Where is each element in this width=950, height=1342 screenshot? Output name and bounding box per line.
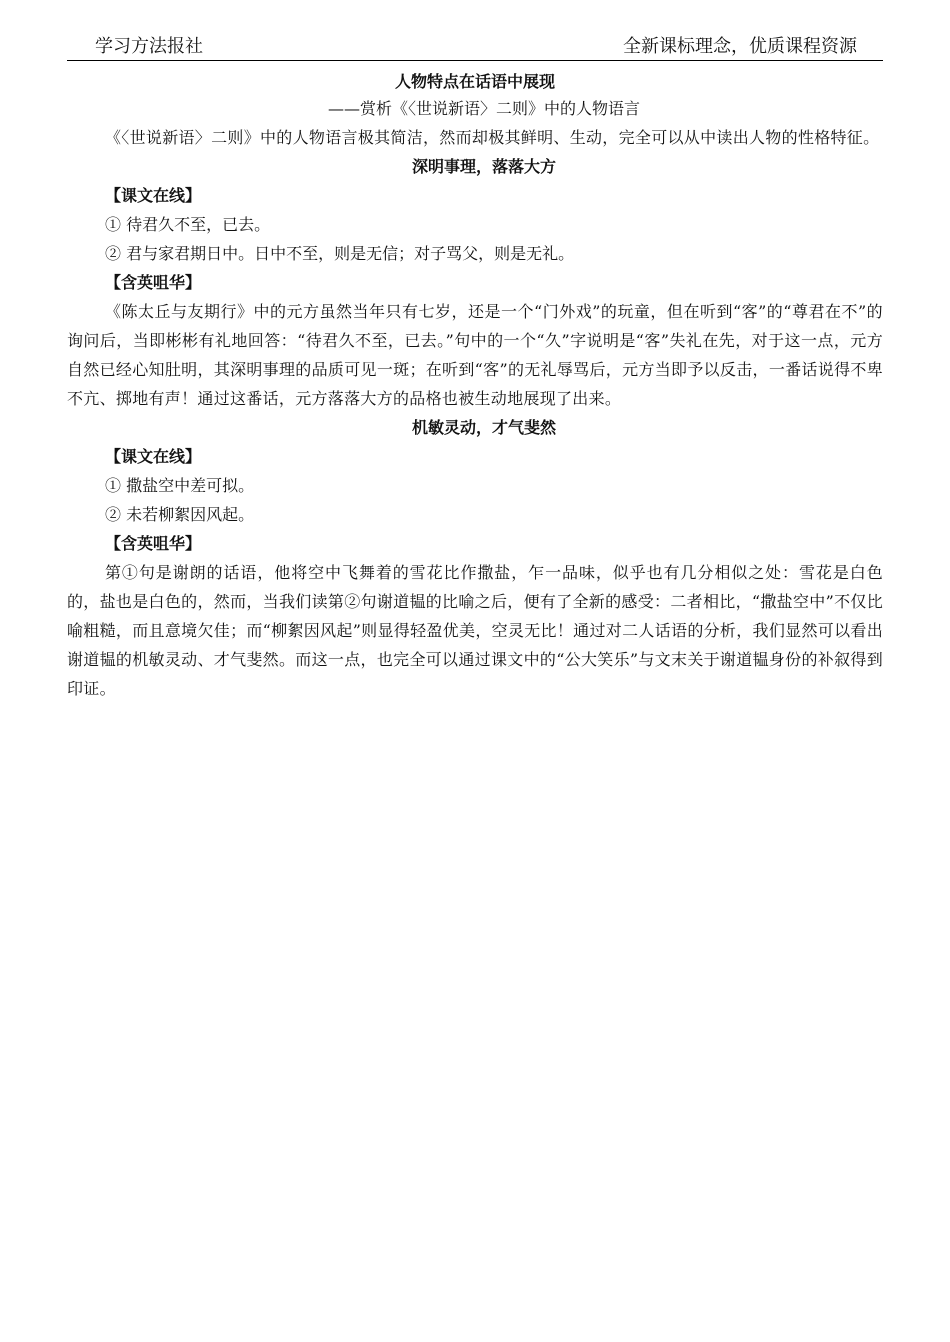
section-heading: 机敏灵动，才气斐然	[411, 418, 556, 437]
analysis-label: 【含英咀华】	[105, 534, 202, 553]
text-online-label: 【课文在线】	[105, 186, 202, 205]
section-1	[67, 152, 883, 413]
section-heading: 深明事理，落落大方	[411, 157, 556, 176]
header-publisher: 学习方法报社	[95, 36, 203, 57]
text-online-label: 【课文在线】	[105, 447, 202, 466]
quote-line: ② 君与家君期日中。日中不至，则是无信；对子骂父，则是无礼。	[105, 244, 575, 263]
quote-line: ① 撒盐空中差可拟。	[105, 476, 255, 495]
article-title: 人物特点在话语中展现	[394, 72, 555, 91]
document-page	[67, 34, 883, 703]
header-slogan: 全新课标理念，优质课程资源	[623, 36, 857, 57]
article-subtitle: ——赏析《〈世说新语〉二则》中的人物语言	[327, 99, 640, 118]
page-header	[67, 34, 883, 61]
analysis-paragraph: 《陈太丘与友期行》中的元方虽然当年只有七岁，还是一个“门外戏”的玩童，但在听到“客”的“尊君在不”的询问后，当即彬彬有礼地回答：“待君久不至，已去。”句中的一个“久”字说明是“客”失礼在先，对于这一点，元方自然已经心知肚明，其深明事理的品质可见一斑；在听到“客”的无礼辱骂后，元方当即予以反击，一番话说得不卑不亢、掷地有声！通过这番话，元方落落大方的品格也被生动地展现了出来。	[67, 302, 883, 408]
analysis-label: 【含英咀华】	[105, 273, 202, 292]
analysis-paragraph: 第①句是谢朗的话语，他将空中飞舞着的雪花比作撒盐，乍一品味，似乎也有几分相似之处：雪花是白色的，盐也是白色的，然而，当我们读第②句谢道韫的比喻之后，便有了全新的感受：二者相比，“撒盐空中”不仅比喻粗糙，而且意境欠佳；而“柳絮因风起”则显得轻盈优美，空灵无比！通过对二人话语的分析，我们显然可以看出谢道韫的机敏灵动、才气斐然。而这一点，也完全可以通过课文中的“公大笑乐”与文末关于谢道韫身份的补叙得到印证。	[67, 563, 883, 698]
section-2	[67, 413, 883, 703]
quote-line: ① 待君久不至，已去。	[105, 215, 271, 234]
intro-paragraph: 《〈世说新语〉二则》中的人物语言极其简洁，然而却极其鲜明、生动，完全可以从中读出人物的性格特征。	[105, 128, 880, 147]
quote-line: ② 未若柳絮因风起。	[105, 505, 255, 524]
